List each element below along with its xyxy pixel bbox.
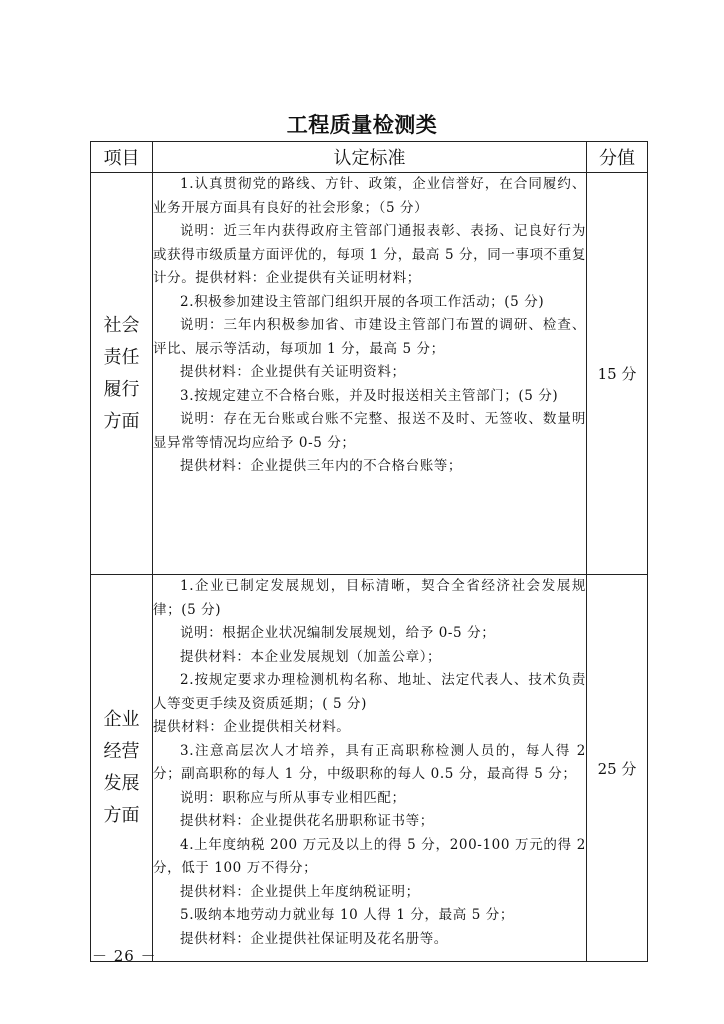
item-line: 社会 [103, 314, 140, 336]
criteria-paragraph: 3.按规定建立不合格台账，并及时报送相关主管部门；(5 分) [180, 387, 559, 404]
page-title: 工程质量检测类 [286, 113, 438, 137]
criteria-paragraph: 2.按规定要求办理检测机构名称、地址、法定代表人、技术负责人等变更手续及资质延期；( 5 分) [153, 672, 586, 712]
criteria-paragraph: 提供材料：本企业发展规划（加盖公章）； [180, 648, 442, 665]
row-item-social [91, 173, 153, 575]
criteria-paragraph: 提供材料：企业提供相关材料。 [153, 719, 351, 735]
item-line: 方面 [103, 410, 140, 432]
row-criteria-business [153, 575, 587, 962]
row-criteria-social [153, 173, 587, 575]
criteria-paragraph: 1.企业已制定发展规划，目标清晰，契合全省经济社会发展规律；(5 分) [153, 578, 586, 618]
row-score-social: 15 分 [587, 173, 648, 575]
criteria-paragraph: 提供材料：企业提供花名册职称证书等； [180, 813, 434, 829]
row-score-business: 25 分 [587, 575, 648, 962]
page-number: － 26 － [92, 947, 157, 965]
criteria-paragraph: 说明：存在无台账或台账不完整、报送不及时、无签收、数量明显异常等情况均应给予 0-5 分； [153, 411, 586, 451]
criteria-paragraph: 说明：三年内积极参加省、市建设主管部门布置的调研、检查、评比、展示等活动，每项加 1 分，最高 5 分； [153, 317, 586, 357]
item-line: 责任 [103, 346, 140, 368]
item-line: 经营 [103, 741, 140, 762]
criteria-paragraph: 提供材料：企业提供有关证明资料； [180, 364, 406, 380]
criteria-paragraph: 5.吸纳本地劳动力就业每 10 人得 1 分，最高 5 分； [180, 907, 514, 923]
table-row [91, 575, 648, 962]
criteria-paragraph: 提供材料：企业提供上年度纳税证明； [180, 883, 420, 900]
item-line: 履行 [103, 378, 140, 400]
criteria-paragraph: 说明：职称应与所从事专业相匹配； [180, 789, 406, 806]
criteria-table [90, 141, 648, 962]
criteria-paragraph: 3.注意高层次人才培养，具有正高职称检测人员的，每人得 2 分；副高职称的每人 1 分，中级职称的每人 0.5 分，最高得 5 分； [153, 742, 586, 782]
criteria-paragraph: 4.上年度纳税 200 万元及以上的得 5 分，200-100 万元的得 2 分，低于 100 万不得分； [153, 836, 586, 876]
row-item-business [91, 575, 153, 962]
criteria-paragraph: 说明：近三年内获得政府主管部门通报表彰、表扬、记良好行为或获得市级质量方面评优的，每项 1 分，最高 5 分，同一事项不重复计分。提供材料：企业提供有关证明材料； [153, 223, 586, 286]
item-line: 方面 [103, 805, 140, 826]
criteria-paragraph: 提供材料：企业提供社保证明及花名册等。 [180, 930, 448, 947]
item-line: 发展 [103, 773, 140, 794]
criteria-paragraph: 提供材料：企业提供三年内的不合格台账等； [180, 458, 462, 474]
header-item: 项目 [91, 142, 153, 173]
header-score: 分值 [587, 142, 648, 173]
item-line: 企业 [103, 709, 140, 730]
table-header-row [91, 142, 648, 173]
criteria-paragraph: 说明：根据企业状况编制发展规划，给予 0-5 分； [180, 625, 496, 641]
header-criteria: 认定标准 [153, 142, 587, 173]
criteria-paragraph: 1.认真贯彻党的路线、方针、政策，企业信誉好，在合同履约、业务开展方面具有良好的社会形象；（5 分） [153, 176, 586, 216]
criteria-paragraph: 2.积极参加建设主管部门组织开展的各项工作活动；(5 分) [180, 293, 545, 310]
table-row [91, 173, 648, 575]
